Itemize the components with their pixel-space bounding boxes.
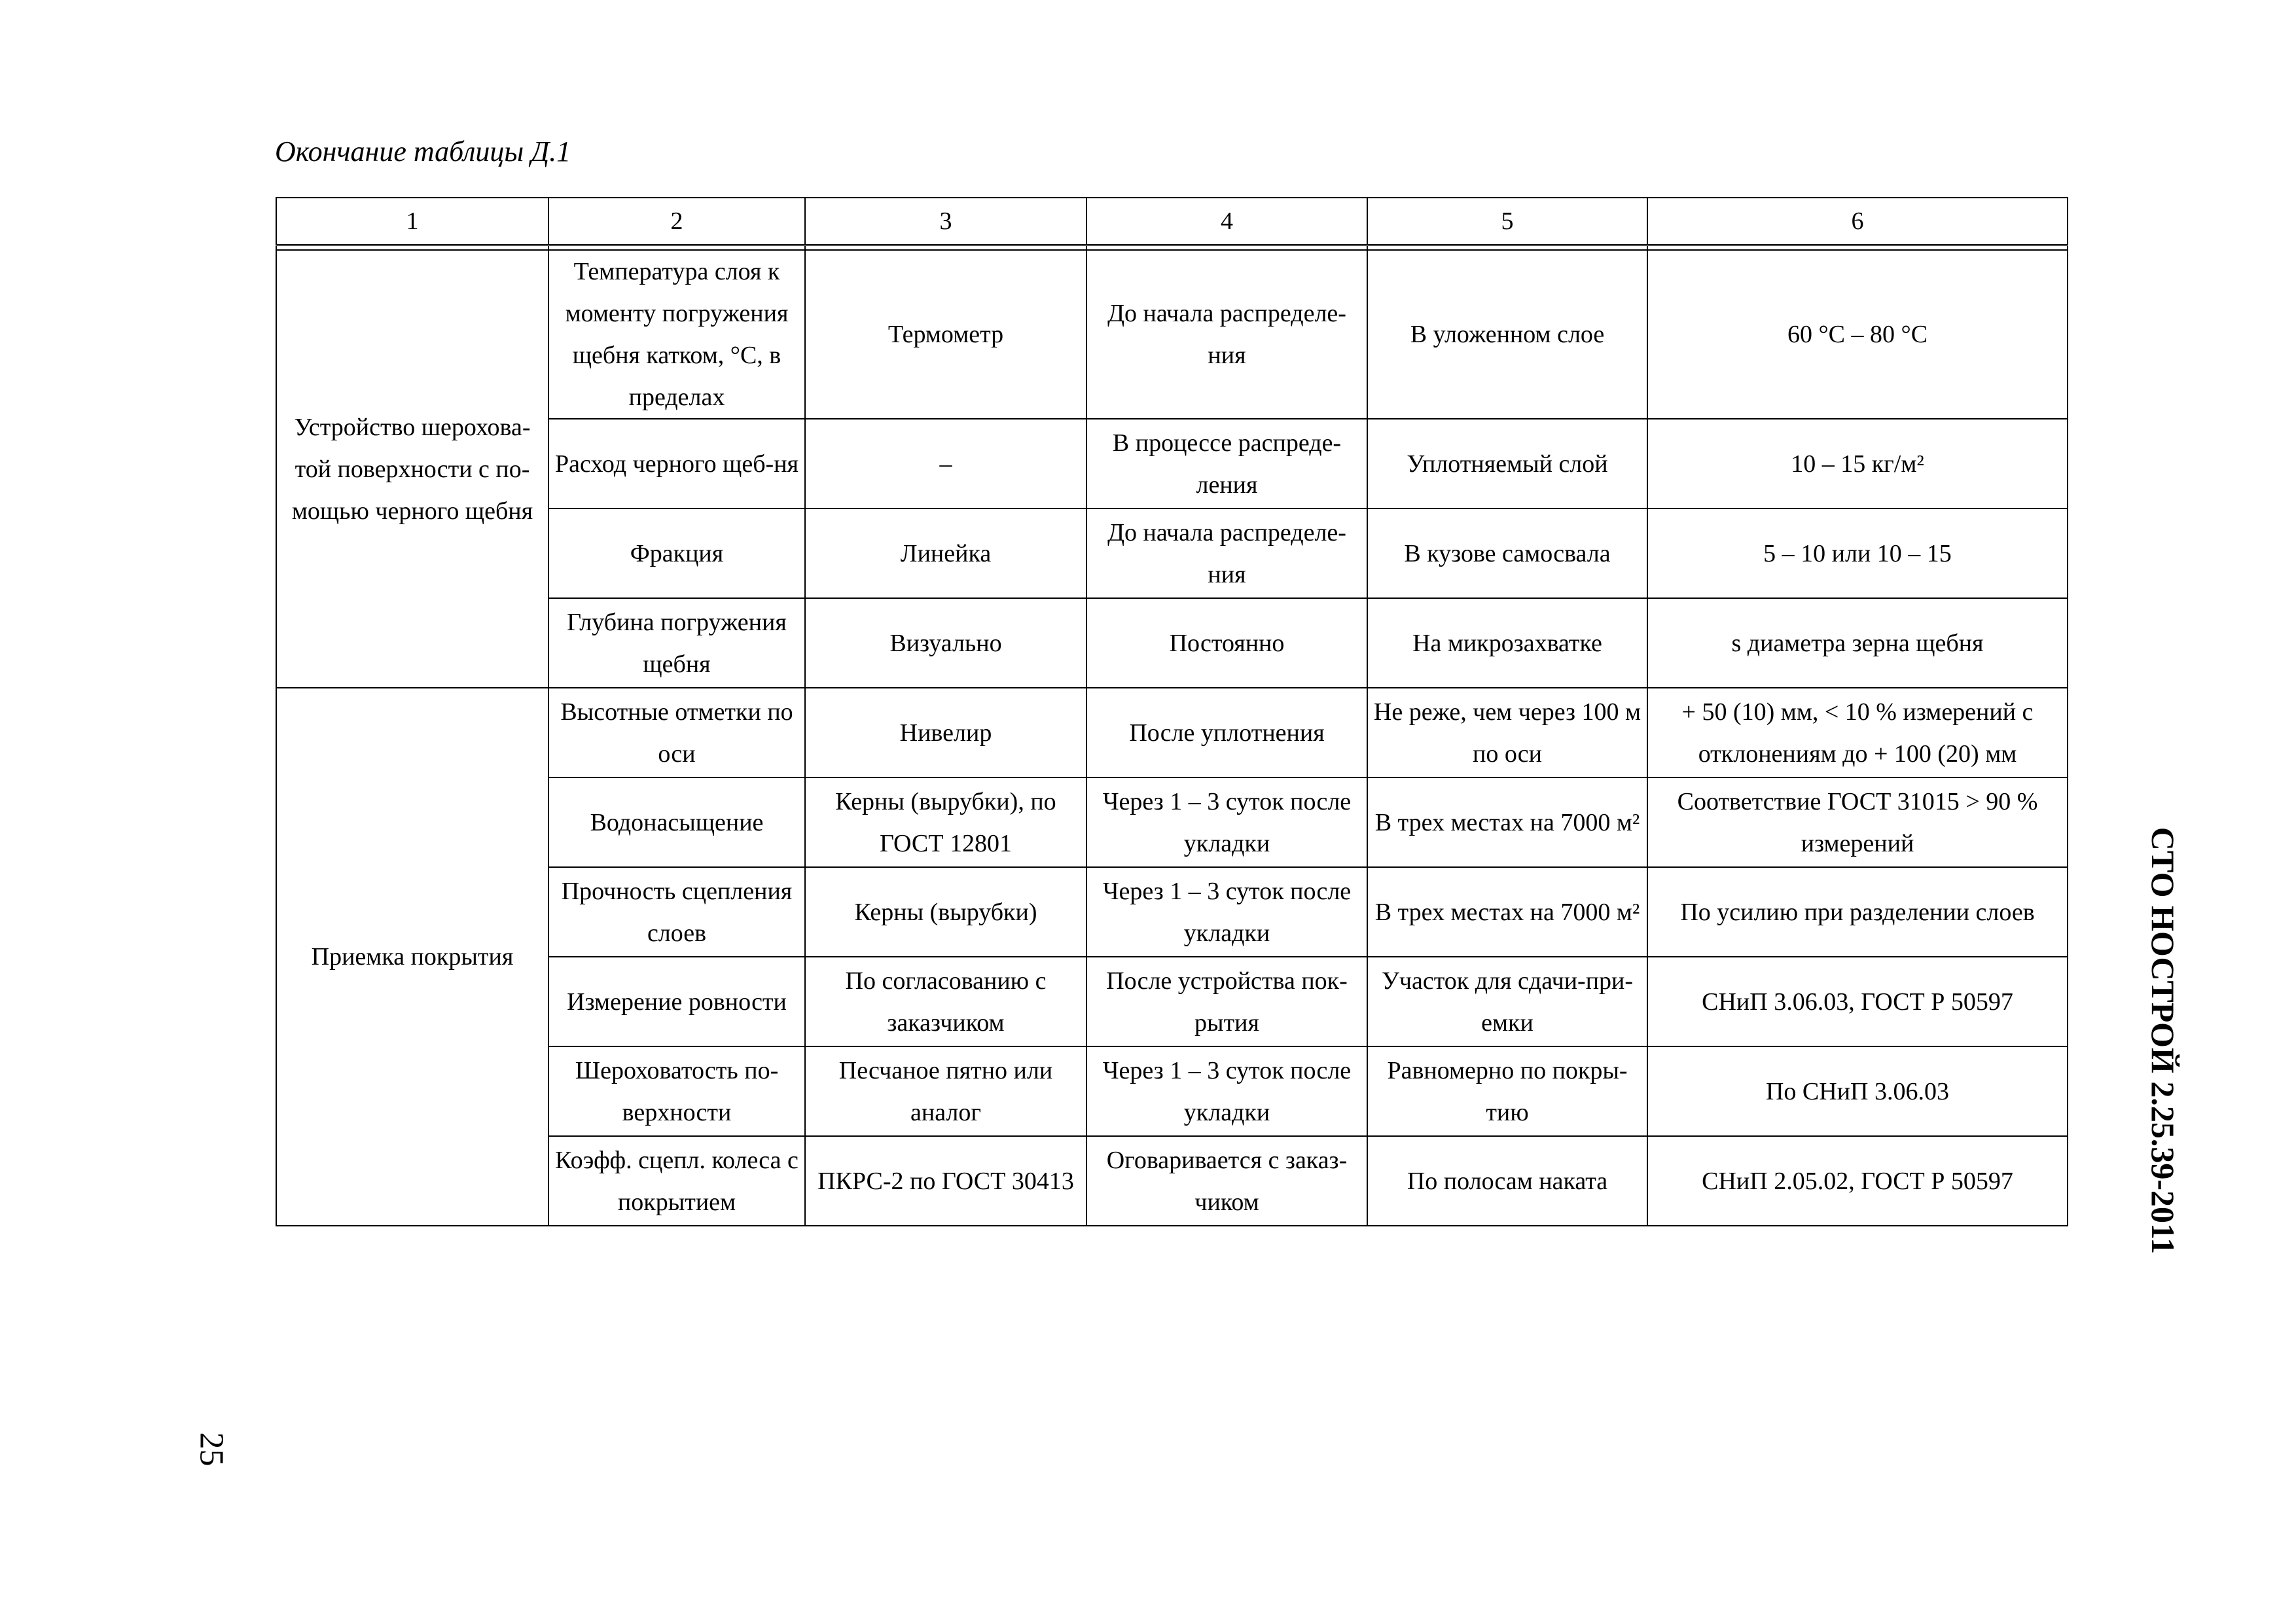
- document-code: СТО НОСТРОЙ 2.25.39-2011: [2145, 827, 2181, 1255]
- table-cell: Высотные отметки по оси: [548, 688, 805, 777]
- group-name-cell: Устройство шерохова-той поверхности с по-мощью черного щебня: [276, 250, 548, 688]
- table-cell: Уплотняемый слой: [1367, 419, 1647, 508]
- table-cell: До начала распределе-ния: [1086, 250, 1367, 419]
- table-cell: Коэфф. сцепл. колеса с покрытием: [548, 1136, 805, 1226]
- table-cell: Соответствие ГОСТ 31015 > 90 % измерений: [1647, 777, 2068, 867]
- table-cell: Фракция: [548, 508, 805, 598]
- table-cell: В трех местах на 7000 м²: [1367, 777, 1647, 867]
- table-cell: Через 1 – 3 суток после укладки: [1086, 1046, 1367, 1136]
- table-cell: СНиП 2.05.02, ГОСТ Р 50597: [1647, 1136, 2068, 1226]
- table-cell: 5 – 10 или 10 – 15: [1647, 508, 2068, 598]
- table-cell: До начала распределе-ния: [1086, 508, 1367, 598]
- table-cell: Водонасыщение: [548, 777, 805, 867]
- table-cell: Линейка: [805, 508, 1086, 598]
- table-cell: Оговаривается с заказ-чиком: [1086, 1136, 1367, 1226]
- table-cell: Глубина погружения щебня: [548, 598, 805, 688]
- table-cell: 10 – 15 кг/м²: [1647, 419, 2068, 508]
- table-cell: Постоянно: [1086, 598, 1367, 688]
- table-cell: На микрозахватке: [1367, 598, 1647, 688]
- table-cell: Расход черного щеб-ня: [548, 419, 805, 508]
- table-cell: Измерение ровности: [548, 957, 805, 1046]
- header-gap-row: [276, 245, 2068, 250]
- table-cell: Нивелир: [805, 688, 1086, 777]
- table-cell: После устройства пок-рытия: [1086, 957, 1367, 1046]
- table-cell: Температура слоя к моменту погружения щебня катком, °C, в пределах: [548, 250, 805, 419]
- table-cell: Не реже, чем через 100 м по оси: [1367, 688, 1647, 777]
- table-cell: В кузове самосвала: [1367, 508, 1647, 598]
- table-cell: Шероховатость по-верхности: [548, 1046, 805, 1136]
- table-cell: По усилию при разделении слоев: [1647, 867, 2068, 957]
- table-cell: + 50 (10) мм, < 10 % измерений с отклонениям до + 100 (20) мм: [1647, 688, 2068, 777]
- table-cell: 60 °С – 80 °С: [1647, 250, 2068, 419]
- table-cell: По согласованию с заказчиком: [805, 957, 1086, 1046]
- table-cell: Визуально: [805, 598, 1086, 688]
- table-cell: СНиП 3.06.03, ГОСТ Р 50597: [1647, 957, 2068, 1046]
- table-cell: Керны (вырубки): [805, 867, 1086, 957]
- table-cell: В трех местах на 7000 м²: [1367, 867, 1647, 957]
- table-cell: Термометр: [805, 250, 1086, 419]
- table-cell: –: [805, 419, 1086, 508]
- header-cell: 2: [548, 198, 805, 245]
- table-caption: Окончание таблицы Д.1: [275, 135, 571, 168]
- acceptance-table: [276, 197, 2068, 1226]
- table-cell: ПКРС-2 по ГОСТ 30413: [805, 1136, 1086, 1226]
- table-cell: В процессе распреде-ления: [1086, 419, 1367, 508]
- table-row: [276, 250, 2068, 419]
- page-number: 25: [192, 1432, 230, 1467]
- table-cell: По полосам наката: [1367, 1136, 1647, 1226]
- group-name-cell: Приемка покрытия: [276, 688, 548, 1226]
- table-cell: После уплотнения: [1086, 688, 1367, 777]
- table-cell: Через 1 – 3 суток после укладки: [1086, 777, 1367, 867]
- table-cell: В уложенном слое: [1367, 250, 1647, 419]
- table-cell: Прочность сцепления слоев: [548, 867, 805, 957]
- table-cell: Равномерно по покры-тию: [1367, 1046, 1647, 1136]
- table-cell: По СНиП 3.06.03: [1647, 1046, 2068, 1136]
- table-cell: Участок для сдачи-при-емки: [1367, 957, 1647, 1046]
- table-cell: s диаметра зерна щебня: [1647, 598, 2068, 688]
- header-cell: 4: [1086, 198, 1367, 245]
- header-cell: 6: [1647, 198, 2068, 245]
- table-row: [276, 688, 2068, 777]
- header-cell: 1: [276, 198, 548, 245]
- header-cell: 5: [1367, 198, 1647, 245]
- table-cell: Через 1 – 3 суток после укладки: [1086, 867, 1367, 957]
- table-cell: Керны (вырубки), по ГОСТ 12801: [805, 777, 1086, 867]
- header-row: [276, 198, 2068, 245]
- header-cell: 3: [805, 198, 1086, 245]
- table-cell: Песчаное пятно или аналог: [805, 1046, 1086, 1136]
